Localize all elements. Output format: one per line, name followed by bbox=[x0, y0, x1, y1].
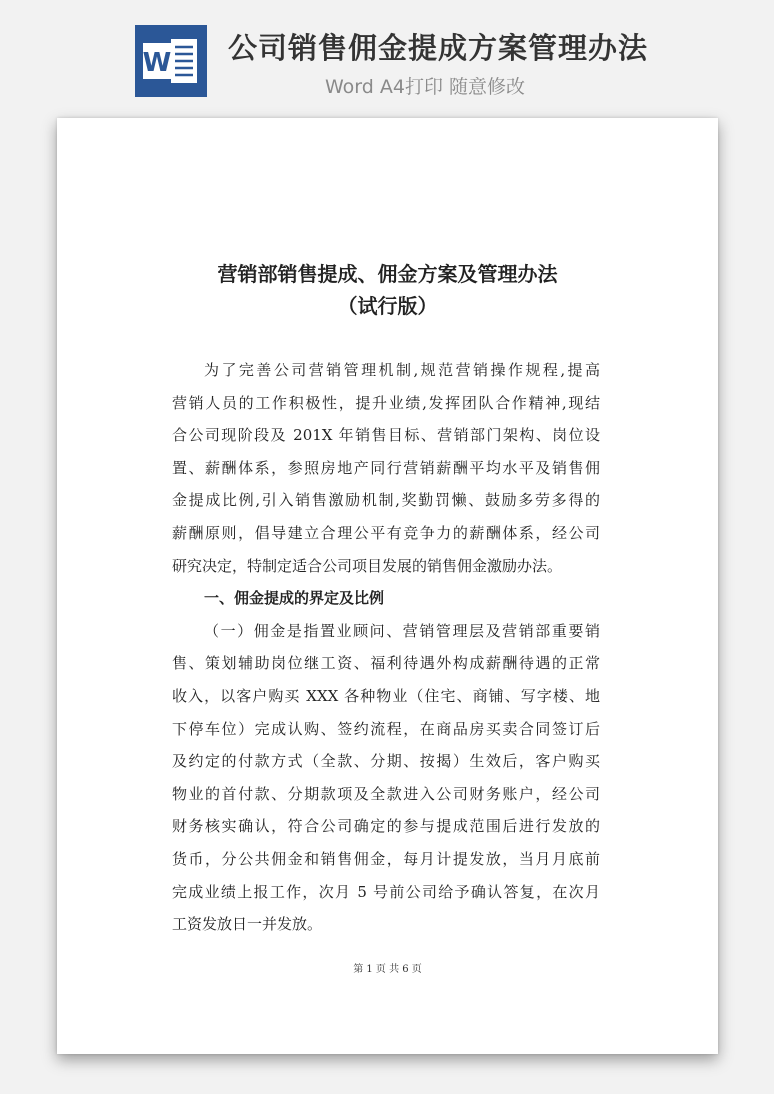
page-number-footer: 第 1 页 共 6 页 bbox=[353, 964, 422, 975]
text-line: 货币，分公共佣金和销售佣金，每月计提发放，当月月底前 bbox=[172, 849, 600, 868]
text-line: 物业的首付款、分期款项及全款进入公司财务账户，经公司 bbox=[172, 784, 600, 803]
document-title bbox=[57, 258, 718, 322]
text-line: 薪酬原则，倡导建立合理公平有竞争力的薪酬体系，经公司 bbox=[172, 523, 600, 542]
document-title-line-1: 营销部销售提成、佣金方案及管理办法 bbox=[217, 262, 558, 286]
text-line: 营销人员的工作积极性，提升业绩,发挥团队合作精神,现结 bbox=[172, 393, 600, 412]
text-line: 及约定的付款方式（全款、分期、按揭）生效后，客户购买 bbox=[172, 752, 600, 771]
text-line: （一）佣金是指置业顾问、营销管理层及营销部重要销 bbox=[204, 621, 600, 640]
document-body bbox=[172, 354, 600, 941]
text-line: 合公司现阶段及 201X 年销售目标、营销部门架构、岗位设 bbox=[172, 426, 600, 445]
text-line: 财务核实确认，符合公司确定的参与提成范围后进行发放的 bbox=[172, 817, 600, 836]
text-line: 为了完善公司营销管理机制,规范营销操作规程,提高 bbox=[204, 361, 600, 379]
text-line: 下停车位）完成认购、签约流程，在商品房买卖合同签订后 bbox=[172, 719, 600, 738]
text-line: 置、薪酬体系，参照房地产同行营销薪酬平均水平及销售佣 bbox=[172, 458, 600, 477]
text-line: 收入，以客户购买 XXX 各种物业（住宅、商铺、写字楼、地 bbox=[172, 686, 600, 705]
text-line: 研究决定，特制定适合公司项目发展的销售佣金激励办法。 bbox=[172, 556, 563, 575]
text-line: 金提成比例,引入销售激励机制,奖勤罚懒、鼓励多劳多得的 bbox=[172, 491, 600, 510]
page-subtitle: Word A4打印 随意修改 bbox=[325, 76, 526, 98]
document-page bbox=[57, 118, 718, 1054]
text-line: 完成业绩上报工作，次月 5 号前公司给予确认答复，在次月 bbox=[172, 882, 600, 901]
page-header bbox=[0, 0, 774, 110]
page-title: 公司销售佣金提成方案管理办法 bbox=[228, 31, 649, 65]
text-line: 售、策划辅助岗位继工资、福利待遇外构成薪酬待遇的正常 bbox=[172, 654, 600, 673]
word-document-icon bbox=[135, 25, 207, 97]
section-heading: 一、佣金提成的界定及比例 bbox=[204, 589, 385, 608]
document-title-line-2: （试行版） bbox=[337, 294, 438, 318]
text-line: 工资发放日一并发放。 bbox=[172, 915, 323, 934]
word-icon-letter: W bbox=[142, 48, 172, 78]
